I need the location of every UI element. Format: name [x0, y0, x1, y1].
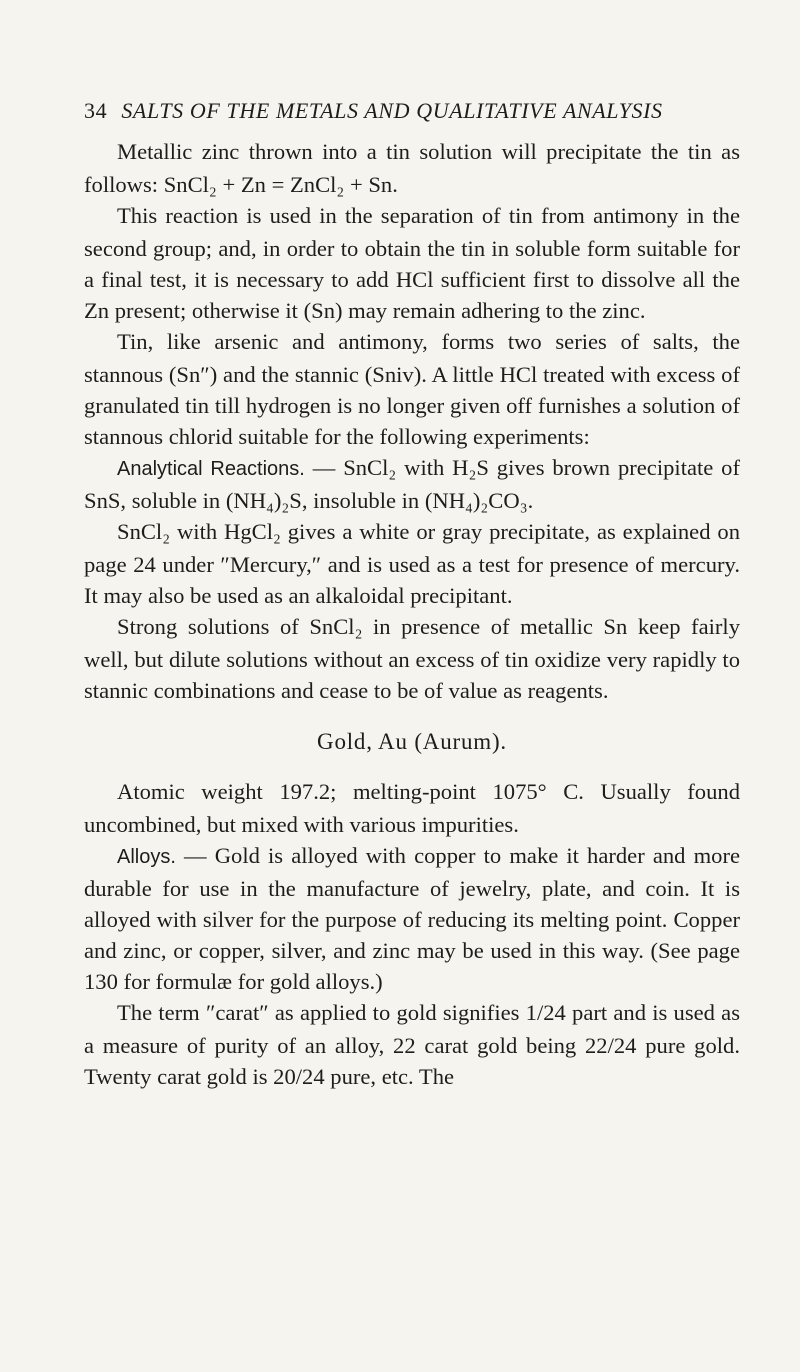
paragraph-text: Atomic weight 197.2; melting-point 1075° C. Usually found uncombined, but mixed with various impurities. [84, 779, 740, 837]
paragraph [84, 200, 740, 326]
paragraph-lead: Analytical Reactions. [117, 458, 305, 480]
page-number: 34 [84, 98, 108, 123]
paragraph [84, 516, 740, 611]
paragraph-text: Tin, like arsenic and antimony, forms two series of salts, the stannous (Sn″) and the stannic (Sniv). A little HCl treated with excess of granulated tin till hydrogen is no longer given off furnishes a solution of stannous chlorid suitable for the following experiments: [84, 329, 740, 449]
paragraph [84, 997, 740, 1092]
paragraph [84, 611, 740, 706]
section-heading: Gold, Au (Aurum). [317, 729, 507, 754]
running-head-title: SALTS OF THE METALS AND QUALITATIVE ANALYSIS [121, 98, 663, 123]
book-page [84, 96, 740, 1092]
running-head [84, 96, 740, 126]
paragraph-lead: Alloys. [117, 846, 176, 868]
paragraph [84, 840, 740, 997]
paragraph-text: SnCl₂ with HgCl₂ gives a white or gray precipitate, as explained on page 24 under ″Mercury,″ and is used as a test for presence of mercury. It may also be used as an alkaloidal precipitant. [84, 519, 740, 608]
paragraph [84, 136, 740, 200]
paragraph-text: This reaction is used in the separation of tin from antimony in the second group; and, in order to obtain the tin in soluble form suitable for a final test, it is necessary to add HCl sufficient first to dissolve all the Zn present; otherwise it (Sn) may remain adhering to the zinc. [84, 203, 740, 323]
paragraph-text: — Gold is alloyed with copper to make it harder and more durable for use in the manufacture of jewelry, plate, and coin. It is alloyed with silver for the purpose of reducing its melting point. Copper and zinc, or copper, silver, and zinc may be used in this way. (See page 130 for formulæ for gold alloys.) [84, 843, 740, 994]
paragraph [84, 452, 740, 516]
paragraph-text: Strong solutions of SnCl₂ in presence of metallic Sn keep fairly well, but dilute solutions without an excess of tin oxidize very rapidly to stannic combinations and cease to be of value as reagents. [84, 614, 740, 703]
paragraph-text: Metallic zinc thrown into a tin solution will precipitate the tin as follows: SnCl₂ + Zn = ZnCl₂ + Sn. [84, 139, 740, 197]
paragraph [84, 326, 740, 452]
paragraph [84, 776, 740, 840]
paragraph-text: — SnCl₂ with H₂S gives brown precipitate of SnS, soluble in (NH₄)₂S, insoluble in (NH₄)₂CO₃. [84, 455, 740, 513]
paragraph-text: The term ″carat″ as applied to gold signifies 1/24 part and is used as a measure of purity of an alloy, 22 carat gold being 22/24 pure gold. Twenty carat gold is 20/24 pure, etc. The [84, 1000, 740, 1089]
